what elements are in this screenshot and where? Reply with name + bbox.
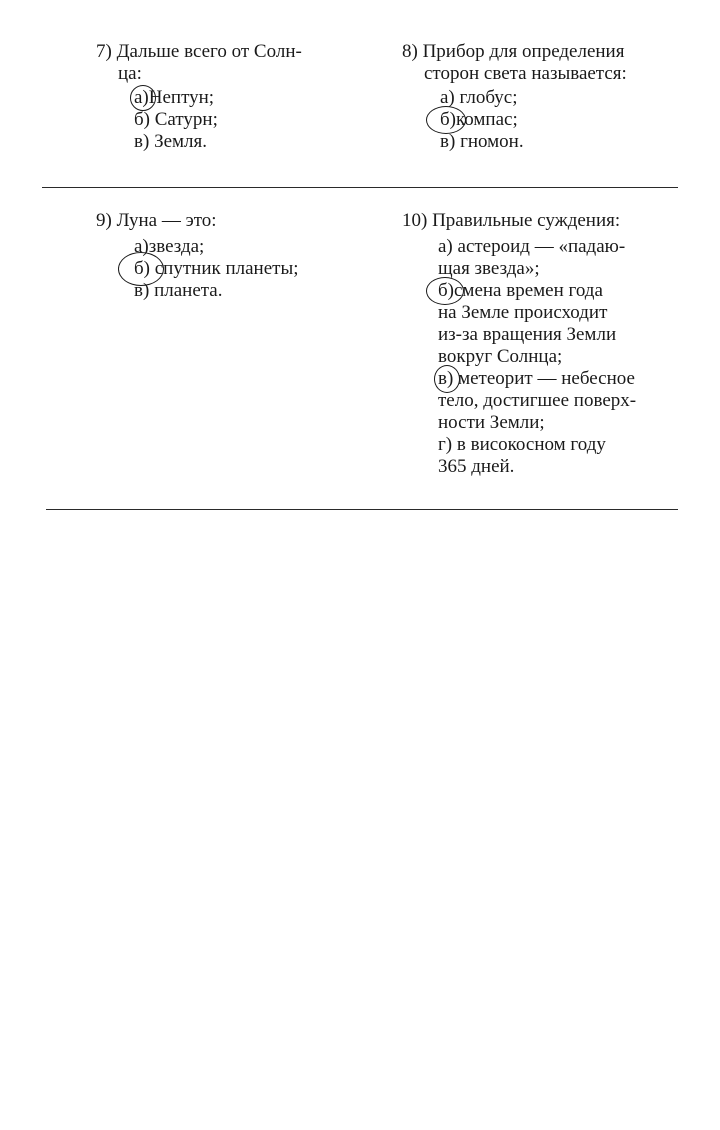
- option-text: компас;: [456, 109, 518, 130]
- question-7-option-b[interactable]: [134, 109, 376, 131]
- option-letter: а): [440, 87, 455, 108]
- question-9-option-c[interactable]: [134, 280, 376, 302]
- question-7-title-line1: Дальше всего от Солн-: [116, 41, 302, 62]
- option-text-line: смена времен года: [454, 280, 603, 301]
- question-8-option-a[interactable]: [440, 87, 702, 109]
- section-divider: [46, 509, 678, 510]
- question-7-option-a[interactable]: [134, 87, 376, 109]
- question-7-title-line2: ца:: [118, 63, 142, 84]
- question-8: [402, 41, 702, 153]
- question-8-title-line1: Прибор для определения: [422, 41, 625, 62]
- question-8-title-line2: сторон света называется:: [424, 63, 627, 84]
- question-7: [96, 41, 376, 153]
- question-7-options: [96, 87, 376, 153]
- question-8-title: [402, 41, 702, 63]
- question-9: [96, 210, 376, 302]
- option-text-line: метеорит — небесное: [458, 368, 635, 389]
- option-letter: б): [134, 109, 150, 130]
- option-letter: в): [438, 368, 454, 389]
- option-text: Сатурн;: [154, 109, 218, 130]
- option-text-line: вокруг Солнца;: [438, 346, 563, 367]
- question-9-title: [96, 210, 376, 232]
- question-8-options: [402, 87, 702, 153]
- option-letter: б): [438, 280, 454, 301]
- question-10-options: [402, 236, 702, 478]
- question-10-title-line1: Правильные суждения:: [432, 210, 621, 231]
- question-10-option-b[interactable]: [438, 280, 702, 368]
- question-7-title: [96, 41, 376, 63]
- question-7-number: 7): [96, 41, 112, 62]
- question-10-title: [402, 210, 702, 232]
- question-9-options: [96, 236, 376, 302]
- option-letter: а): [438, 236, 453, 257]
- question-9-option-a[interactable]: [134, 236, 376, 258]
- question-10-option-a[interactable]: [438, 236, 702, 280]
- option-text: Земля.: [154, 131, 208, 152]
- option-text-line: щая звезда»;: [438, 258, 540, 279]
- question-10-number: 10): [402, 210, 428, 231]
- option-text-line: астероид — «падаю-: [457, 236, 626, 257]
- option-text-line: тело, достигшее поверх-: [438, 390, 637, 411]
- option-text: звезда;: [148, 236, 205, 257]
- option-text-line: на Земле происходит: [438, 302, 608, 323]
- option-text: планета.: [154, 280, 223, 301]
- question-8-number: 8): [402, 41, 418, 62]
- option-letter: б): [134, 258, 150, 279]
- option-letter: а): [134, 87, 149, 108]
- option-text-line: 365 дней.: [438, 456, 515, 477]
- option-letter: в): [134, 131, 150, 152]
- question-10-option-d[interactable]: [438, 434, 702, 478]
- question-8-option-b[interactable]: [440, 109, 702, 131]
- question-9-title-line1: Луна — это:: [116, 210, 217, 231]
- question-10-option-c[interactable]: [438, 368, 702, 434]
- option-text-line: в високосном году: [456, 434, 606, 455]
- option-text-line: ности Земли;: [438, 412, 545, 433]
- question-10: [402, 210, 702, 478]
- option-letter: в): [134, 280, 150, 301]
- option-letter: в): [440, 131, 456, 152]
- option-text-line: из-за вращения Земли: [438, 324, 617, 345]
- question-9-option-b[interactable]: [134, 258, 376, 280]
- option-text: спутник планеты;: [154, 258, 299, 279]
- question-7-option-c[interactable]: [134, 131, 376, 153]
- option-letter: г): [438, 434, 453, 455]
- question-8-option-c[interactable]: [440, 131, 702, 153]
- option-text: глобус;: [459, 87, 518, 108]
- option-text: Нептун;: [148, 87, 215, 108]
- option-text: гномон.: [460, 131, 524, 152]
- option-letter: а): [134, 236, 149, 257]
- section-divider: [42, 187, 678, 188]
- option-letter: б): [440, 109, 456, 130]
- question-9-number: 9): [96, 210, 112, 231]
